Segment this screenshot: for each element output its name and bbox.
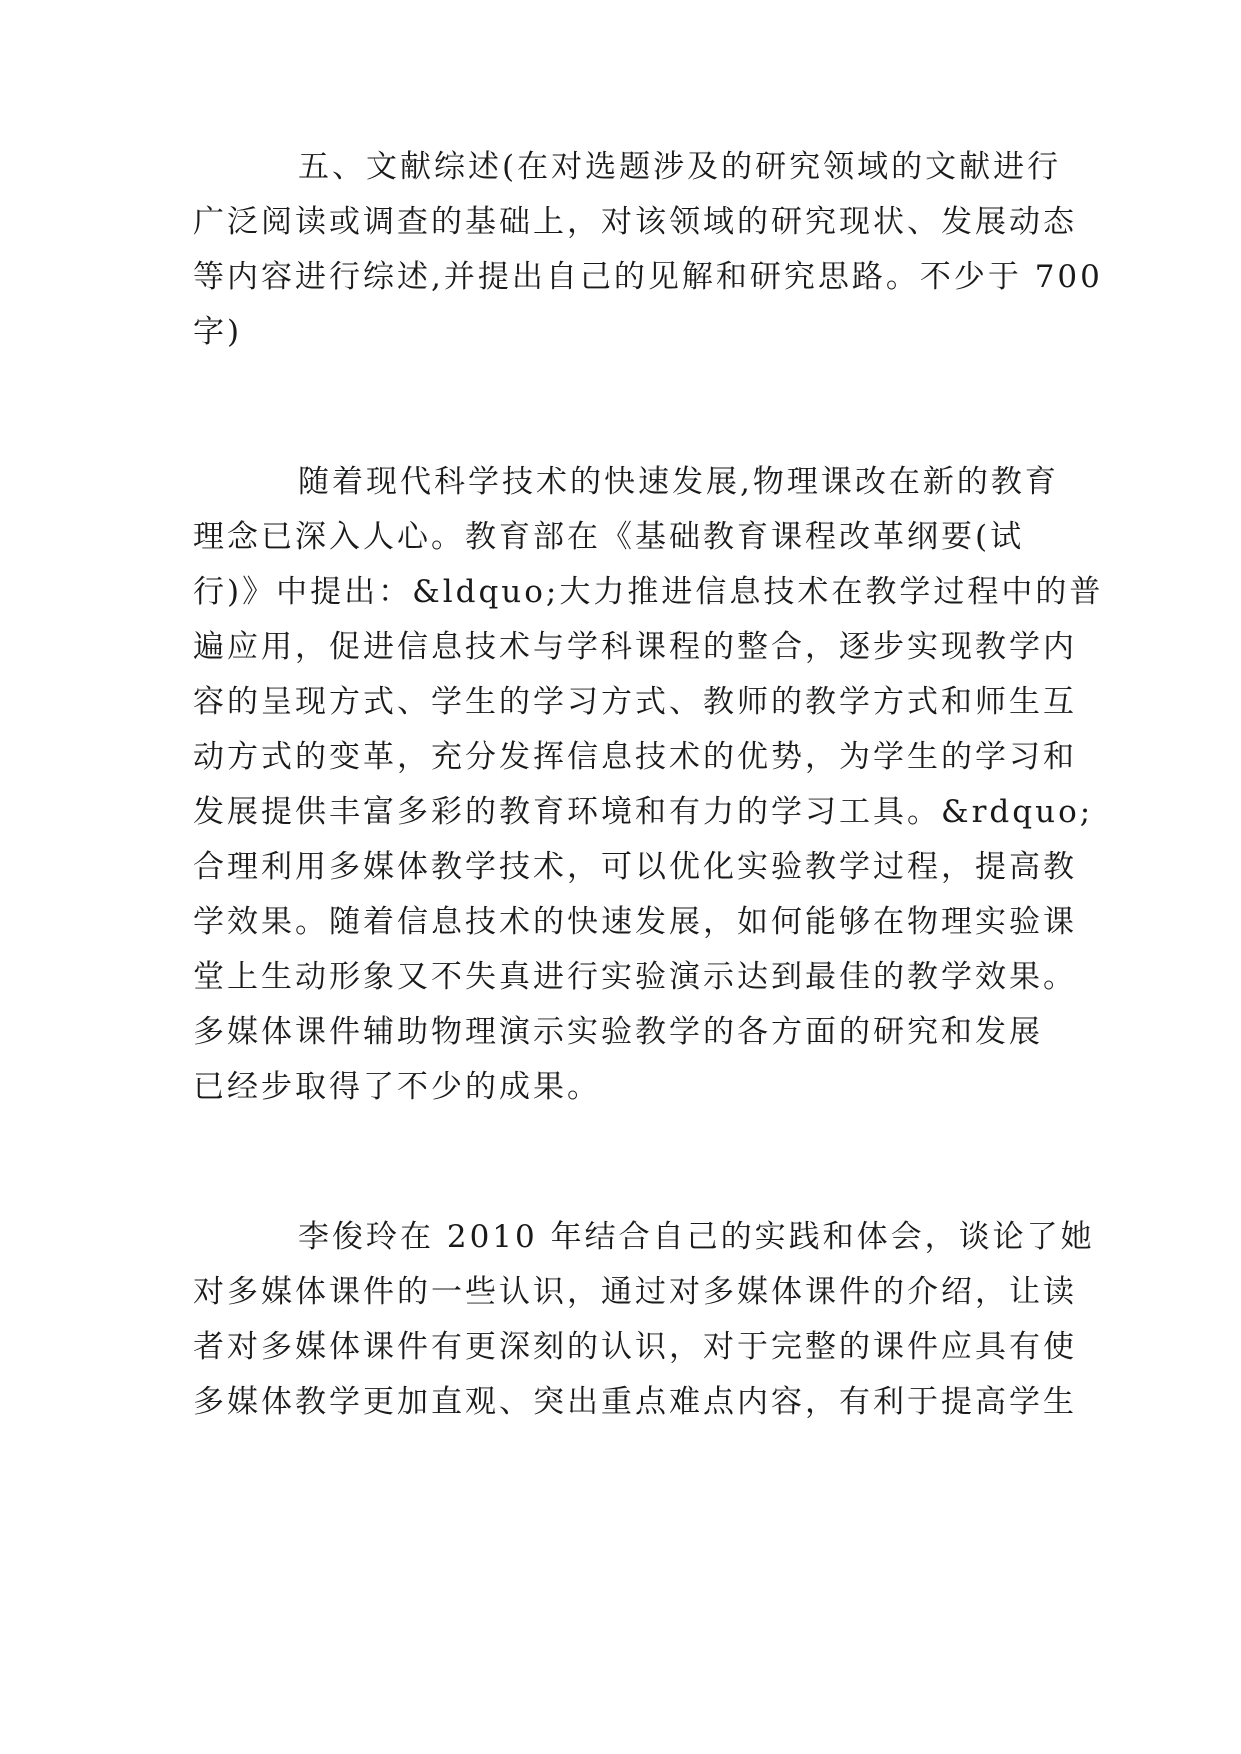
text-line: 容的呈现方式、学生的学习方式、教师的教学方式和师生互 bbox=[193, 684, 1077, 720]
text-line: 对多媒体课件的一些认识，通过对多媒体课件的介绍，让读 bbox=[193, 1274, 1077, 1310]
text-line: 理念已深入人心。教育部在《基础教育课程改革纲要(试 bbox=[193, 519, 1025, 555]
text-line: 堂上生动形象又不失真进行实验演示达到最佳的教学效果。 bbox=[193, 959, 1077, 995]
text-line: 字) bbox=[193, 314, 243, 350]
text-line: 学效果。随着信息技术的快速发展，如何能够在物理实验课 bbox=[193, 904, 1077, 940]
text-line: 者对多媒体课件有更深刻的认识，对于完整的课件应具有使 bbox=[193, 1329, 1077, 1365]
text-line: 五、文献综述(在对选题涉及的研究领域的文献进行 bbox=[298, 149, 1062, 185]
text-line: 多媒体课件辅助物理演示实验教学的各方面的研究和发展 bbox=[193, 1014, 1043, 1050]
text-line: 多媒体教学更加直观、突出重点难点内容，有利于提高学生 bbox=[193, 1384, 1077, 1420]
text-line: 行)》中提出：&ldquo;大力推进信息技术在教学过程中的普 bbox=[193, 574, 1104, 610]
text-line: 随着现代科学技术的快速发展,物理课改在新的教育 bbox=[298, 464, 1059, 500]
text-line: 遍应用，促进信息技术与学科课程的整合，逐步实现教学内 bbox=[193, 629, 1077, 665]
text-line: 合理利用多媒体教学技术，可以优化实验教学过程，提高教 bbox=[193, 849, 1077, 885]
text-line: 等内容进行综述,并提出自己的见解和研究思路。不少于 700 bbox=[193, 259, 1103, 295]
text-line: 动方式的变革，充分发挥信息技术的优势，为学生的学习和 bbox=[193, 739, 1077, 775]
text-line: 已经步取得了不少的成果。 bbox=[193, 1069, 601, 1105]
text-line: 发展提供丰富多彩的教育环境和有力的学习工具。&rdquo; bbox=[193, 794, 1094, 830]
text-line: 李俊玲在 2010 年结合自己的实践和体会，谈论了她 bbox=[298, 1219, 1095, 1255]
text-line: 广泛阅读或调查的基础上，对该领域的研究现状、发展动态 bbox=[193, 204, 1077, 240]
